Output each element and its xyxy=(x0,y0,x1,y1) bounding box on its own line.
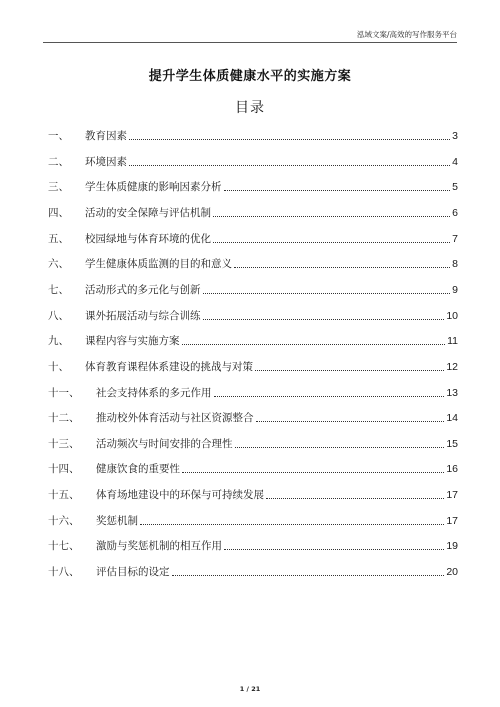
toc-dot-leader xyxy=(213,242,450,243)
toc-entry[interactable] xyxy=(48,486,458,502)
toc-entry[interactable] xyxy=(48,281,458,297)
toc-entry-title: 社会支持体系的多元作用 xyxy=(96,386,212,399)
toc-entry-title: 激励与奖惩机制的相互作用 xyxy=(96,540,222,553)
toc-entry-number: 十、 xyxy=(48,360,69,373)
toc-dot-leader xyxy=(224,190,451,191)
page-indicator: 1 / 21 xyxy=(239,685,261,693)
toc-entry-title: 活动频次与时间安排的合理性 xyxy=(96,437,233,450)
toc-entry[interactable] xyxy=(48,384,458,400)
toc-entry[interactable] xyxy=(48,512,458,528)
toc-entry-page-number: 13 xyxy=(446,386,458,399)
toc-entry-title: 教育因素 xyxy=(85,130,127,142)
toc-entry-number: 六、 xyxy=(48,258,69,271)
toc-entry-title: 校园绿地与体育环境的优化 xyxy=(85,232,211,245)
toc-dot-leader xyxy=(172,575,445,576)
toc-entry-title: 推动校外体育活动与社区资源整合 xyxy=(96,412,254,425)
toc-dot-leader xyxy=(224,549,444,550)
toc-entry-page-number: 8 xyxy=(452,258,458,271)
toc-entry-number: 一、 xyxy=(48,130,69,142)
toc-entry-title: 课外拓展活动与综合训练 xyxy=(85,309,201,322)
toc-entry-number: 八、 xyxy=(48,309,69,322)
toc-entry-page-number: 6 xyxy=(452,206,458,219)
toc-dot-leader xyxy=(140,524,444,525)
toc-dot-leader xyxy=(256,421,445,422)
toc-entry-number: 五、 xyxy=(48,232,69,245)
toc-dot-leader xyxy=(203,319,445,320)
toc-entry-title: 活动形式的多元化与创新 xyxy=(85,283,201,296)
toc-entry-number: 十八、 xyxy=(48,566,80,579)
toc-entry-page-number: 11 xyxy=(447,335,458,348)
toc-entry-number: 十五、 xyxy=(48,489,80,502)
toc-entry-number: 十六、 xyxy=(48,514,80,527)
toc-dot-leader xyxy=(214,396,445,397)
toc-entry-page-number: 7 xyxy=(452,232,458,245)
toc-entry-number: 十三、 xyxy=(48,437,80,450)
toc-dot-leader xyxy=(255,370,444,371)
toc-entry[interactable] xyxy=(48,358,458,374)
toc-entry[interactable] xyxy=(48,127,458,143)
toc-entry-page-number: 17 xyxy=(446,514,458,527)
toc-entry-number: 三、 xyxy=(48,181,69,194)
toc-dot-leader xyxy=(235,447,445,448)
toc-entry[interactable] xyxy=(48,178,458,194)
toc-entry-page-number: 15 xyxy=(446,437,458,450)
toc-entry[interactable] xyxy=(48,460,458,476)
document-title: 提升学生体质健康水平的实施方案 xyxy=(148,69,352,84)
toc-entry-number: 十二、 xyxy=(48,412,80,425)
toc-entry[interactable] xyxy=(48,563,458,579)
toc-entry-page-number: 5 xyxy=(452,181,458,194)
toc-entry-page-number: 14 xyxy=(446,412,458,425)
toc-entry-title: 课程内容与实施方案 xyxy=(85,335,180,348)
toc-entry-number: 九、 xyxy=(48,335,69,348)
toc-dot-leader xyxy=(266,498,444,499)
toc-entry-number: 二、 xyxy=(48,155,69,168)
toc-entry-page-number: 20 xyxy=(446,566,458,579)
toc-dot-leader xyxy=(234,267,450,268)
toc-entry-title: 学生体质健康的影响因素分析 xyxy=(85,181,222,194)
toc-heading: 目录 xyxy=(235,100,265,116)
toc-entry[interactable] xyxy=(48,307,458,323)
toc-entry-title: 体育教育课程体系建设的挑战与对策 xyxy=(85,360,253,373)
toc-entry-page-number: 4 xyxy=(452,155,458,168)
toc-entry-page-number: 10 xyxy=(446,309,458,322)
toc-entry[interactable] xyxy=(48,153,458,169)
toc-entry[interactable] xyxy=(48,255,458,271)
toc-entry-number: 十七、 xyxy=(48,540,80,553)
toc-entry-page-number: 12 xyxy=(446,360,458,373)
toc-entry-title: 环境因素 xyxy=(85,155,127,168)
toc-entry[interactable] xyxy=(48,204,458,220)
header-site-name: 泓域文案/高效的写作服务平台 xyxy=(356,30,457,39)
toc-entry-page-number: 9 xyxy=(452,283,458,296)
toc-entry-page-number: 16 xyxy=(446,463,458,476)
header-divider xyxy=(43,42,457,43)
toc-entry-title: 体育场地建设中的环保与可持续发展 xyxy=(96,489,264,502)
toc-dot-leader xyxy=(182,344,446,345)
toc-dot-leader xyxy=(213,216,450,217)
toc-entry-page-number: 19 xyxy=(446,540,458,553)
toc-entry-title: 评估目标的设定 xyxy=(96,566,170,579)
toc-entry[interactable] xyxy=(48,409,458,425)
toc-entry-title: 奖惩机制 xyxy=(96,514,138,527)
toc-dot-leader xyxy=(182,472,444,473)
toc-entry-number: 十四、 xyxy=(48,463,80,476)
toc-entry-title: 学生健康体质监测的目的和意义 xyxy=(85,258,232,271)
toc-entry[interactable] xyxy=(48,537,458,553)
toc-entry[interactable] xyxy=(48,332,458,348)
toc-dot-leader xyxy=(129,139,450,140)
toc-entry-number: 十一、 xyxy=(48,386,80,399)
toc-entry-page-number: 17 xyxy=(446,489,458,502)
toc-dot-leader xyxy=(129,165,450,166)
toc-entry-title: 活动的安全保障与评估机制 xyxy=(85,206,211,219)
toc-entry-page-number: 3 xyxy=(452,130,458,142)
toc-entry[interactable] xyxy=(48,230,458,246)
toc-entry[interactable] xyxy=(48,435,458,451)
toc-dot-leader xyxy=(203,293,451,294)
toc-entry-title: 健康饮食的重要性 xyxy=(96,463,180,476)
toc-entry-number: 七、 xyxy=(48,283,69,296)
toc-entry-number: 四、 xyxy=(48,206,69,219)
